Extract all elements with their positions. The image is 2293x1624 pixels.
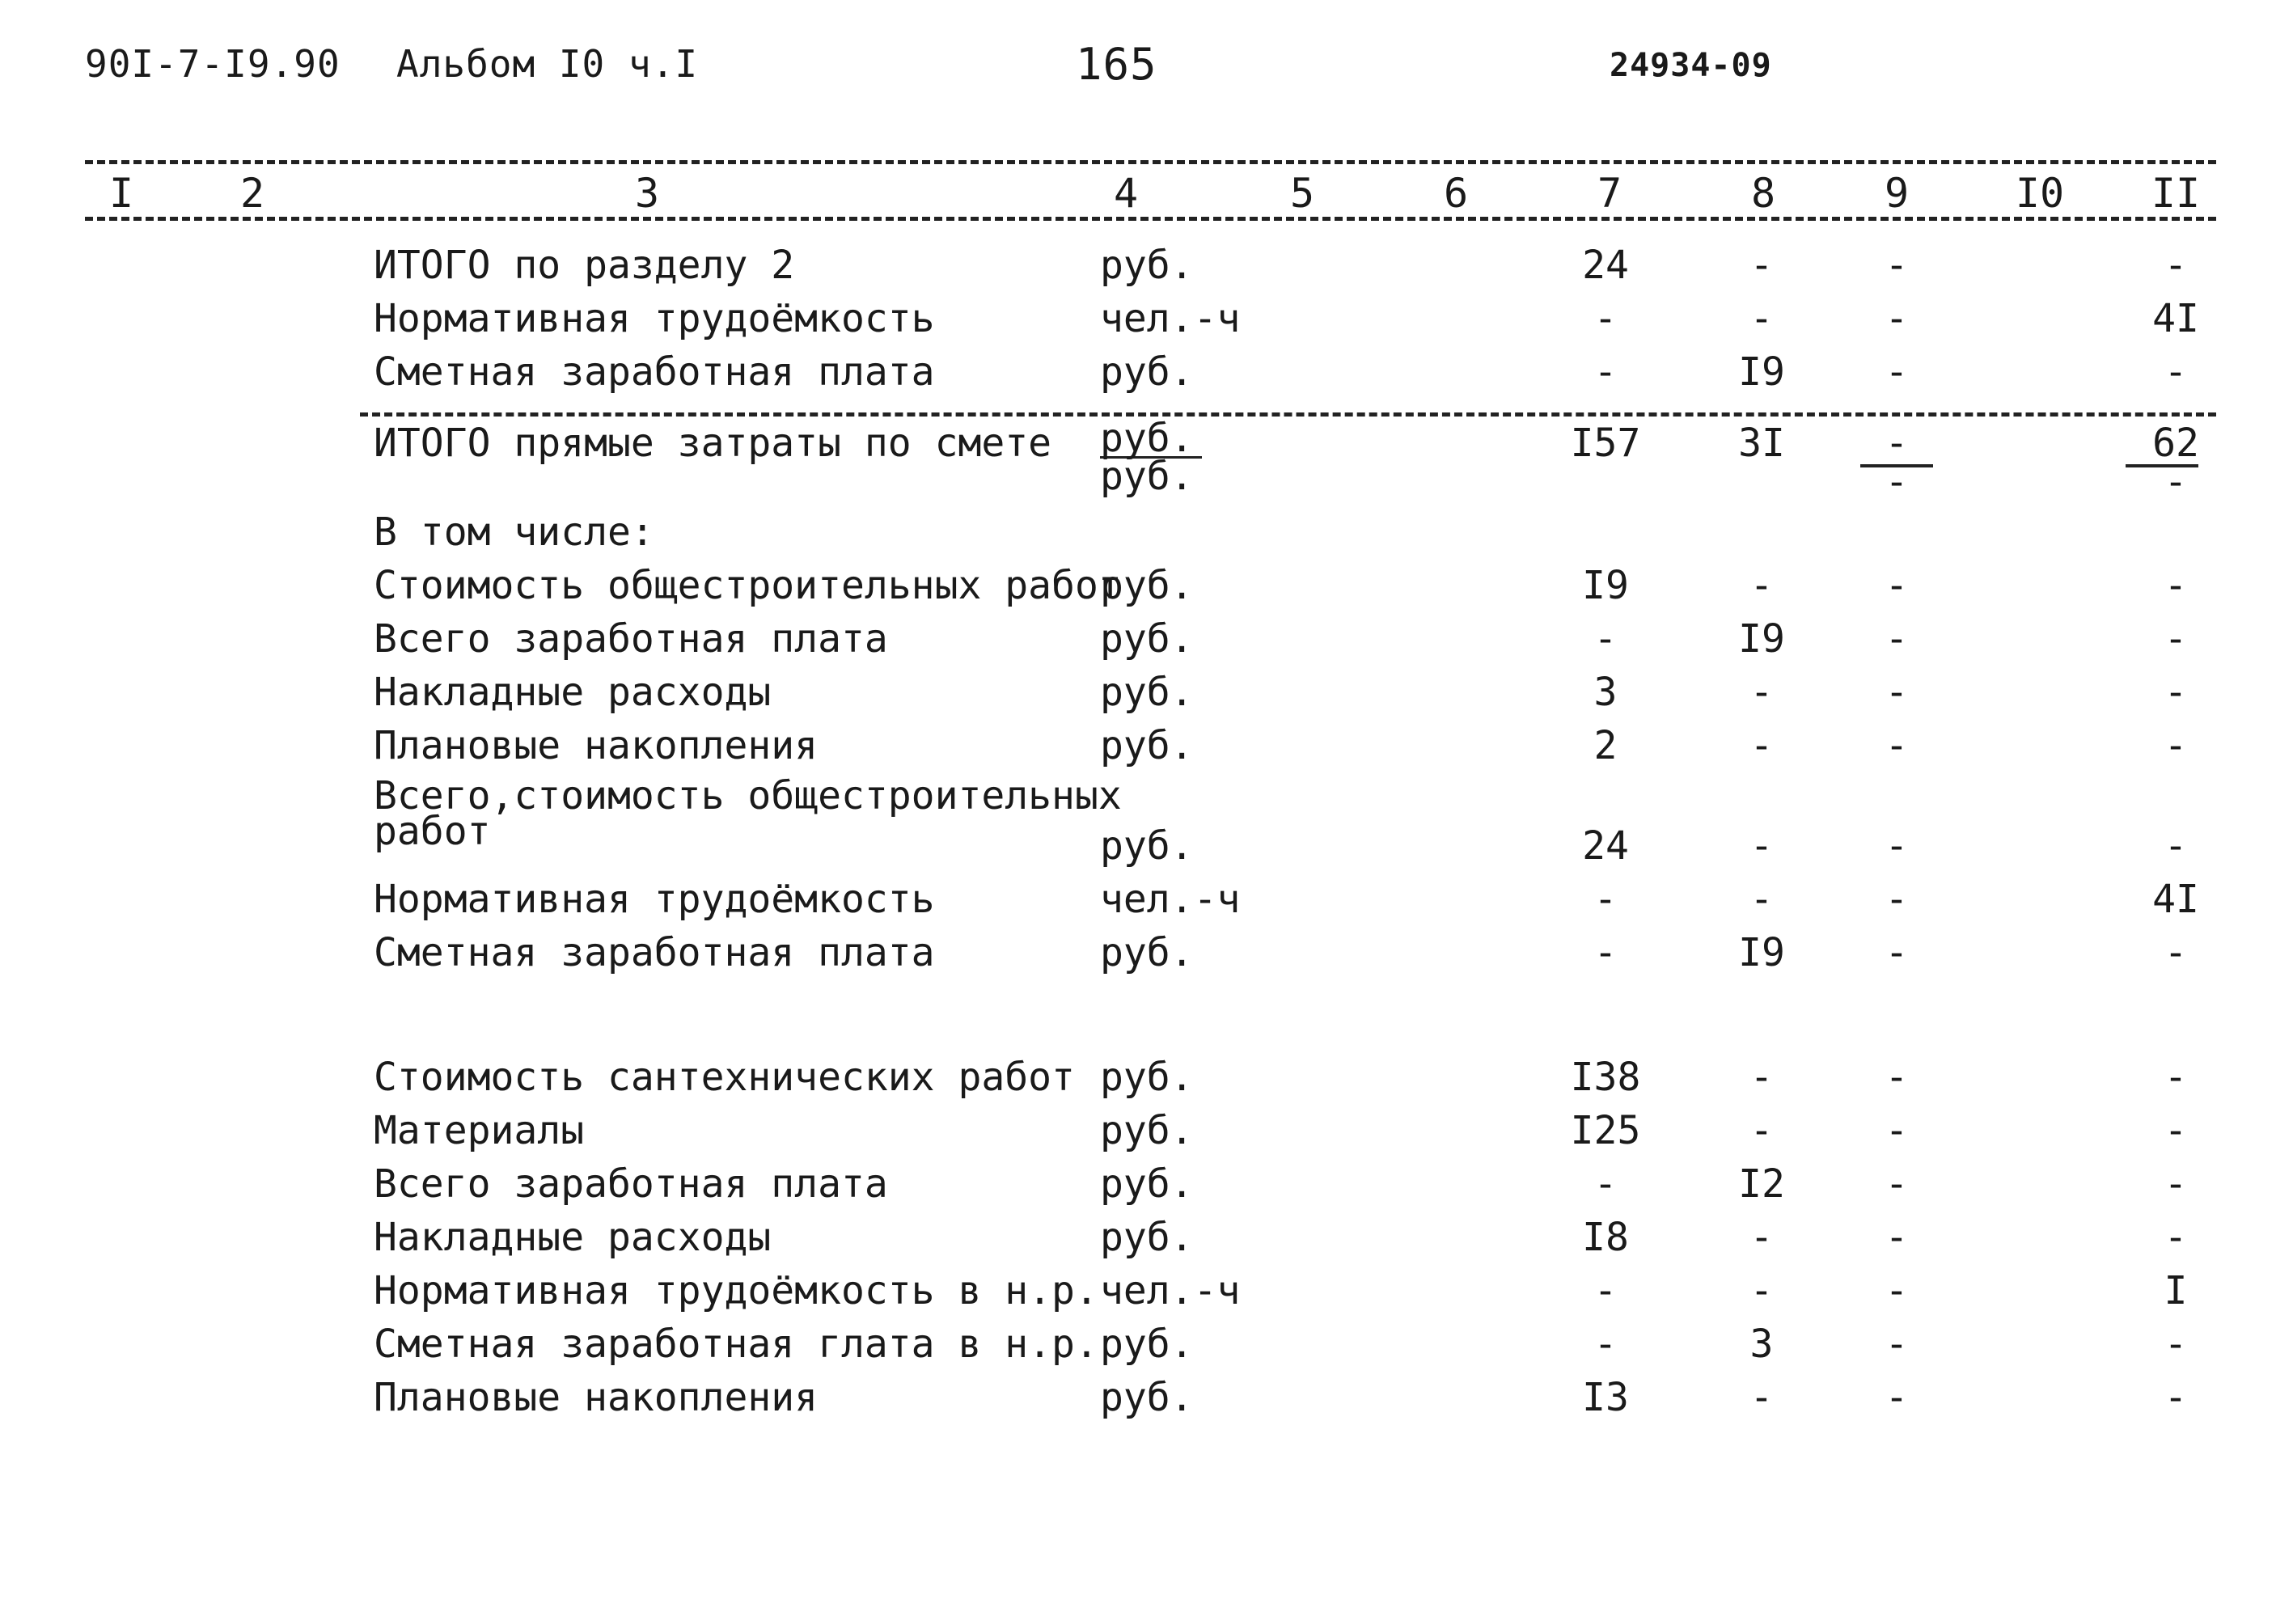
row-value-col9: - <box>1885 563 1909 608</box>
row-value-col7: I57 <box>1570 421 1641 466</box>
row-value-col7: - <box>1593 296 1618 341</box>
row-label: Сметная заработная плата <box>374 349 935 395</box>
row-value-col11: - <box>2164 670 2188 715</box>
row-value-col8: - <box>1749 563 1774 608</box>
row-label: Накладные расходы <box>374 1215 772 1260</box>
row-unit: руб. <box>1100 823 1194 869</box>
column-number-8: 8 <box>1750 170 1776 217</box>
row-value-col9: - <box>1885 243 1909 288</box>
table-row <box>0 243 2293 296</box>
table-row <box>0 1055 2293 1108</box>
row-value-col8: I2 <box>1738 1161 1785 1207</box>
table-row <box>0 296 2293 349</box>
row-value-col9: - <box>1885 616 1909 662</box>
row-value-col7: 24 <box>1582 243 1629 288</box>
row-unit: руб. <box>1100 1215 1194 1260</box>
row-value-col8: - <box>1749 1108 1774 1153</box>
column-number-5: 5 <box>1289 170 1315 217</box>
row-unit: чел.-ч <box>1100 1268 1241 1313</box>
row-unit: руб. <box>1100 243 1194 288</box>
row-label: ИТОГО прямые затраты по смете <box>374 421 1052 466</box>
row-unit: руб. <box>1100 930 1194 975</box>
row-label-line1: Всего,стоимость общестроительных <box>374 773 1122 818</box>
row-value-col9: - <box>1885 349 1909 395</box>
album-label: Альбом I0 ч.I <box>396 42 699 86</box>
row-value-col11: - <box>2164 563 2188 608</box>
column-number-3: 3 <box>634 170 660 217</box>
row-label: Нормативная трудоёмкость <box>374 877 935 922</box>
table-row <box>0 877 2293 930</box>
row-value-col9: - <box>1885 1322 1909 1367</box>
row-unit: руб. <box>1100 1375 1194 1420</box>
row-value-col9: - <box>1885 877 1909 922</box>
row-label-line2: работ <box>374 809 491 854</box>
row-value-col7: - <box>1593 1268 1618 1313</box>
row-unit-fraction <box>1100 416 1202 499</box>
row-label: Нормативная трудоёмкость <box>374 296 935 341</box>
row-value-col8: I9 <box>1738 349 1785 395</box>
document-number: 24934-09 <box>1610 47 1772 84</box>
row-unit: руб. <box>1100 723 1194 768</box>
row-label: Всего заработная плата <box>374 616 888 662</box>
table-row-subheading <box>0 510 2293 563</box>
column-number-7: 7 <box>1597 170 1622 217</box>
row-value-col11: - <box>2164 1055 2188 1100</box>
column-number-4: 4 <box>1113 170 1139 217</box>
row-value-col8: I9 <box>1738 930 1785 975</box>
row-label: Сметная заработная глата в н.р. <box>374 1322 1098 1367</box>
row-value-col11: - <box>2164 1108 2188 1153</box>
row-value-col11: I <box>2164 1268 2188 1313</box>
row-value-col11: - <box>2164 1161 2188 1207</box>
row-value-col7: I9 <box>1582 563 1629 608</box>
row-value-col9: - <box>1885 1215 1909 1260</box>
row-value-col9: - <box>1885 823 1909 869</box>
row-label: Материалы <box>374 1108 585 1153</box>
row-unit: руб. <box>1100 1161 1194 1207</box>
table-row <box>0 773 2293 875</box>
column-number-9: 9 <box>1884 170 1910 217</box>
row-unit: руб. <box>1100 616 1194 662</box>
column-number-2: 2 <box>239 170 265 217</box>
row-value-col7: I8 <box>1582 1215 1629 1260</box>
row-value-col11: - <box>2164 1375 2188 1420</box>
table-row <box>0 1322 2293 1375</box>
row-value-col11: - <box>2164 723 2188 768</box>
row-value-col8: - <box>1749 1268 1774 1313</box>
row-unit: руб. <box>1100 1108 1194 1153</box>
row-value-col9: - <box>1885 1375 1909 1420</box>
row-label: В том числе: <box>374 510 654 555</box>
column-number-10: I0 <box>2015 170 2065 217</box>
column-number-11: II <box>2151 170 2201 217</box>
row-unit: руб. <box>1100 670 1194 715</box>
row-value-col7: - <box>1593 1322 1618 1367</box>
table-row-total <box>0 416 2293 510</box>
row-value-col8: - <box>1749 670 1774 715</box>
table-row <box>0 1215 2293 1268</box>
row-value-col8: - <box>1749 823 1774 869</box>
row-value-col7: 2 <box>1593 723 1618 768</box>
row-value-col7: - <box>1593 616 1618 662</box>
row-value-col8: - <box>1749 296 1774 341</box>
row-value-col7: 24 <box>1582 823 1629 869</box>
row-value-col11: - <box>2164 616 2188 662</box>
document-code: 90I-7-I9.90 <box>85 42 341 86</box>
page-number: 165 <box>1076 39 1157 90</box>
row-label: Стоимость общестроительных работ <box>374 563 1122 608</box>
row-value-col11: 4I <box>2152 296 2199 341</box>
table-row <box>0 1108 2293 1161</box>
row-value-col8: - <box>1749 1375 1774 1420</box>
row-label: Всего заработная плата <box>374 1161 888 1207</box>
row-value-col8: 3 <box>1749 1322 1774 1367</box>
row-value-col9: - <box>1885 1161 1909 1207</box>
row-value-col9: - <box>1885 670 1909 715</box>
row-value-col7: I25 <box>1570 1108 1641 1153</box>
row-label: Нормативная трудоёмкость в н.р. <box>374 1268 1098 1313</box>
row-value-col8: - <box>1749 723 1774 768</box>
table-row <box>0 563 2293 616</box>
row-label: Плановые накопления <box>374 1375 819 1420</box>
table-row <box>0 1161 2293 1215</box>
row-value-col9-denominator: - <box>1885 459 1909 505</box>
row-value-col7: - <box>1593 877 1618 922</box>
row-value-col11-numerator: 62 <box>2152 421 2199 466</box>
row-label: ИТОГО по разделу 2 <box>374 243 795 288</box>
row-value-col9: - <box>1885 1055 1909 1100</box>
row-value-col11: 4I <box>2152 877 2199 922</box>
row-label: Накладные расходы <box>374 670 772 715</box>
table-row <box>0 670 2293 723</box>
row-value-col11: - <box>2164 243 2188 288</box>
row-value-col11: - <box>2164 1322 2188 1367</box>
row-value-col9-numerator: - <box>1885 421 1909 466</box>
row-value-col7: 3 <box>1593 670 1618 715</box>
row-value-col9: - <box>1885 1268 1909 1313</box>
row-value-col11: - <box>2164 349 2188 395</box>
row-unit: чел.-ч <box>1100 877 1241 922</box>
table-row <box>0 723 2293 776</box>
row-value-col7: - <box>1593 1161 1618 1207</box>
row-value-col7: I38 <box>1570 1055 1641 1100</box>
table-row <box>0 930 2293 983</box>
row-value-col8: - <box>1749 1055 1774 1100</box>
row-unit-numerator: руб. <box>1100 421 1202 459</box>
row-unit: чел.-ч <box>1100 296 1241 341</box>
row-unit-denominator: руб. <box>1100 454 1194 499</box>
table-header-bottom-rule <box>85 217 2216 221</box>
row-unit: руб. <box>1100 1322 1194 1367</box>
row-value-col9: - <box>1885 930 1909 975</box>
row-value-col11: - <box>2164 930 2188 975</box>
row-value-col9: - <box>1885 296 1909 341</box>
row-value-col9: - <box>1885 723 1909 768</box>
row-value-col9: - <box>1885 1108 1909 1153</box>
row-value-col11: - <box>2164 1215 2188 1260</box>
section-separator-rule <box>360 412 2216 417</box>
row-value-col11-denominator: - <box>2164 459 2188 505</box>
row-value-col11: - <box>2164 823 2188 869</box>
row-value-col8: I9 <box>1738 616 1785 662</box>
row-value-col7: I3 <box>1582 1375 1629 1420</box>
row-value-col8: - <box>1749 877 1774 922</box>
table-row <box>0 1268 2293 1322</box>
column-number-1: I <box>108 170 134 217</box>
column-number-6: 6 <box>1443 170 1469 217</box>
row-label <box>374 773 1122 854</box>
table-row <box>0 616 2293 670</box>
row-label: Сметная заработная плата <box>374 930 935 975</box>
table-row <box>0 349 2293 403</box>
row-value-col8: 3I <box>1738 421 1785 466</box>
row-value-col8: - <box>1749 243 1774 288</box>
row-value-col7: - <box>1593 930 1618 975</box>
table-header-top-rule <box>85 160 2216 164</box>
row-label: Стоимость сантехнических работ <box>374 1055 1075 1100</box>
row-unit: руб. <box>1100 349 1194 395</box>
row-label: Плановые накопления <box>374 723 819 768</box>
row-value-col7: - <box>1593 349 1618 395</box>
row-unit: руб. <box>1100 1055 1194 1100</box>
row-value-col8: - <box>1749 1215 1774 1260</box>
table-row <box>0 1375 2293 1428</box>
row-unit: руб. <box>1100 563 1194 608</box>
